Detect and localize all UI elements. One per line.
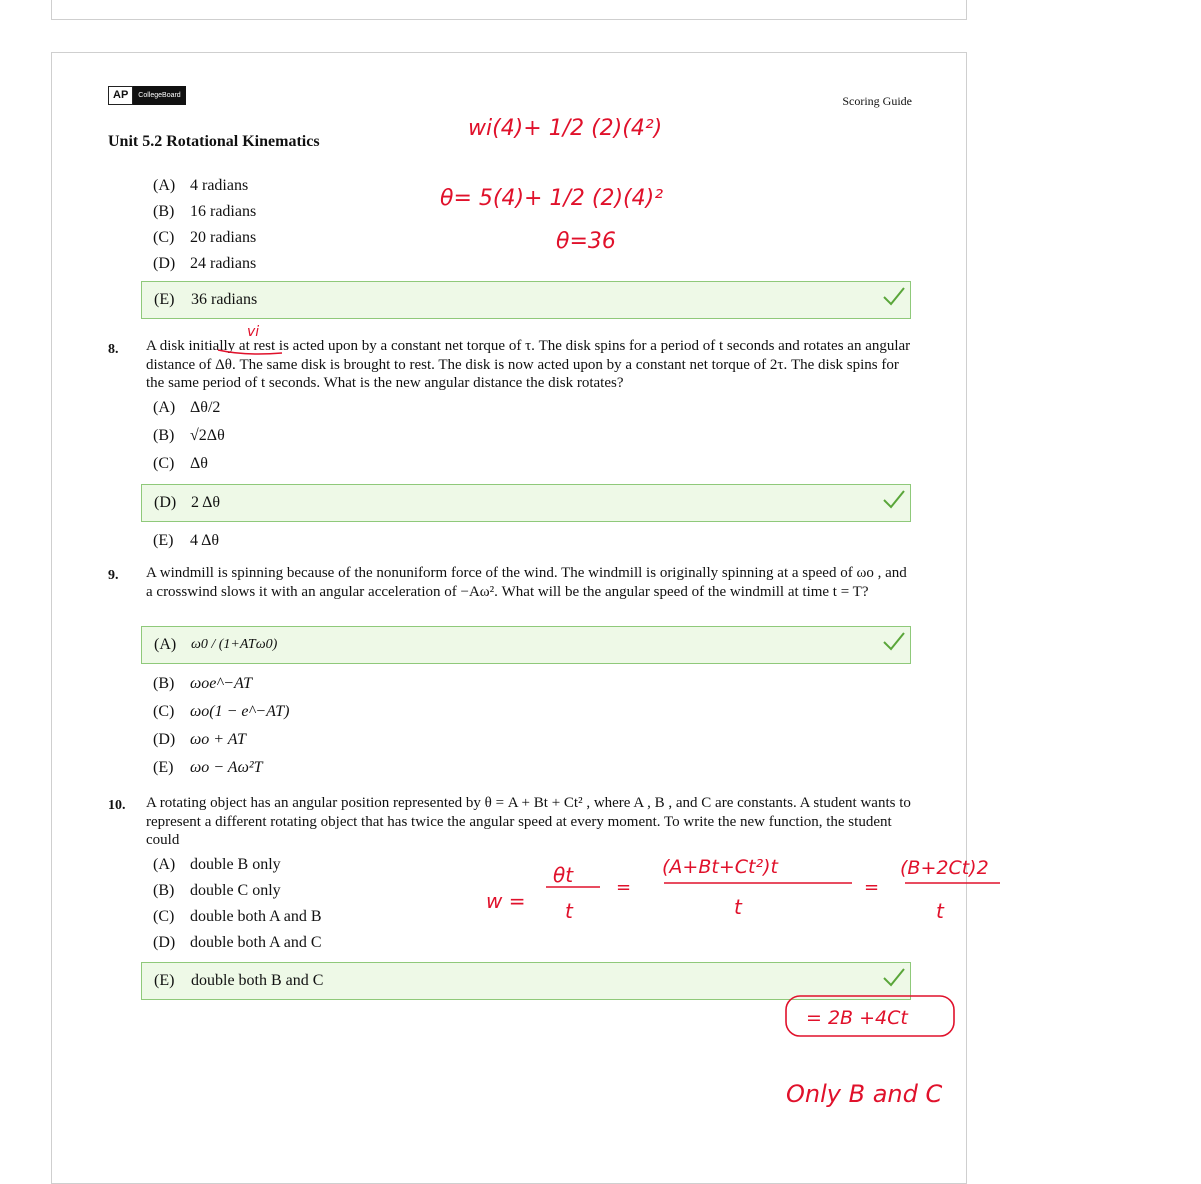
q8-number: 8. xyxy=(108,342,119,357)
q10-options xyxy=(141,852,911,1006)
q8-options xyxy=(141,394,911,554)
q9-text: A windmill is spinning because of the nonuniform force of the wind. The windmill is originally spinning at a speed of ωo , and a crosswind slows it with an angular acceleration of −Aω². What will be the angular speed of the windmill at time t = T? xyxy=(146,565,907,600)
q9-option-b[interactable] xyxy=(141,670,911,698)
option-text: ωo + AT xyxy=(190,731,246,748)
option-letter: (A) xyxy=(154,636,177,653)
option-text: ωo(1 − e^−AT) xyxy=(190,703,290,720)
option-text: 4 radians xyxy=(190,177,249,194)
equals-1: = xyxy=(616,877,632,898)
q8-option-e[interactable] xyxy=(141,528,911,554)
q8-option-c[interactable] xyxy=(141,450,911,478)
option-text: 20 radians xyxy=(190,229,257,246)
option-text: ωoe^−AT xyxy=(190,675,253,692)
q10-option-b[interactable] xyxy=(141,878,911,904)
q8-text: A disk initially at rest is acted upon by a constant net torque of τ. The disk spins for a period of t seconds and rotates an angular distance of Δθ. The same disk is brought to rest. The disk is now acted upon by a constant net torque of 2τ. The disk spins for the same period of t seconds. What is the new angular distance the disk rotates? xyxy=(146,338,911,391)
option-text: 16 radians xyxy=(190,203,257,220)
unit-title: Unit 5.2 Rotational Kinematics xyxy=(108,133,320,150)
option-letter: (B) xyxy=(153,882,175,899)
handwriting-conclusion: Only B and C xyxy=(786,1080,943,1108)
option-letter: (E) xyxy=(154,291,175,308)
handwriting-w: w = xyxy=(486,889,526,913)
handwriting-frac2-den: t xyxy=(734,895,742,919)
scoring-guide-label: Scoring Guide xyxy=(842,94,912,108)
option-text: 36 radians xyxy=(191,291,258,308)
handwriting-line2: θ= 5(4)+ 1/2 (2)(4)² xyxy=(440,186,664,211)
option-letter: (C) xyxy=(153,908,175,925)
equals-2: = xyxy=(864,877,880,898)
handwriting-line1: wi(4)+ 1/2 (2)(4²) xyxy=(468,116,663,141)
option-letter: (D) xyxy=(153,255,176,272)
document-page xyxy=(51,52,967,1184)
q9-option-d[interactable] xyxy=(141,726,911,754)
q10-number: 10. xyxy=(108,798,126,813)
option-letter: (D) xyxy=(153,731,176,748)
option-text: double C only xyxy=(190,882,281,899)
option-text: 4 Δθ xyxy=(190,532,220,549)
option-text: √2Δθ xyxy=(190,427,225,444)
option-text: double B only xyxy=(190,856,281,873)
option-letter: (B) xyxy=(153,427,175,444)
previous-page-edge xyxy=(51,0,967,20)
q10-text: A rotating object has an angular position represented by θ = A + Bt + Ct² , where A , B , and C are constants. A student wants to represent a different rotating object that has twice the angular speed at every moment. To write the new function, the student could xyxy=(146,795,911,848)
option-letter: (E) xyxy=(154,972,175,989)
q8-option-d-correct[interactable] xyxy=(141,484,911,522)
option-text: double both B and C xyxy=(191,972,324,989)
option-text: 24 radians xyxy=(190,255,257,272)
option-text: 2 Δθ xyxy=(191,494,221,511)
option-text: Δθ/2 xyxy=(190,399,221,416)
option-letter: (D) xyxy=(154,494,177,511)
handwriting-frac3-num: (B+2Ct)2 xyxy=(900,857,989,879)
handwriting-frac3-den: t xyxy=(936,899,944,923)
q7-option-d[interactable] xyxy=(141,251,911,277)
q9-option-a-correct[interactable] xyxy=(141,626,911,664)
option-text: ωo − Aω²T xyxy=(190,759,263,776)
option-letter: (C) xyxy=(153,703,175,720)
option-letter: (A) xyxy=(153,399,176,416)
q8-option-b[interactable] xyxy=(141,422,911,450)
option-letter: (B) xyxy=(153,675,175,692)
q7-option-c[interactable] xyxy=(141,225,911,251)
option-letter: (D) xyxy=(153,934,176,951)
option-letter: (C) xyxy=(153,229,175,246)
q9-options xyxy=(141,620,911,782)
q10-option-d[interactable] xyxy=(141,930,911,956)
logo-collegeboard-text: CollegeBoard xyxy=(133,86,185,105)
q9-option-e[interactable] xyxy=(141,754,911,782)
handwriting-vi: vi xyxy=(247,324,260,340)
handwriting-boxed: = 2B +4Ct xyxy=(806,1007,908,1029)
q9-number: 9. xyxy=(108,568,119,583)
q7-option-e-correct[interactable] xyxy=(141,281,911,319)
check-icon xyxy=(882,630,906,652)
option-letter: (B) xyxy=(153,203,175,220)
option-letter: (A) xyxy=(153,856,176,873)
handwriting-frac1-num: θt xyxy=(553,863,574,887)
option-letter: (C) xyxy=(153,455,175,472)
q9-option-c[interactable] xyxy=(141,698,911,726)
option-text: ω0 / (1+ATω0) xyxy=(191,637,278,652)
ap-collegeboard-logo xyxy=(108,86,186,105)
q10-option-a[interactable] xyxy=(141,852,911,878)
option-text: double both A and C xyxy=(190,934,322,951)
option-text: double both A and B xyxy=(190,908,322,925)
q8-option-a[interactable] xyxy=(141,394,911,422)
check-icon xyxy=(882,285,906,307)
option-letter: (E) xyxy=(153,759,174,776)
check-icon xyxy=(882,488,906,510)
handwriting-line3: θ=36 xyxy=(556,229,616,254)
option-text: Δθ xyxy=(190,455,208,472)
logo-ap-text: AP xyxy=(108,86,133,105)
option-letter: (A) xyxy=(153,177,176,194)
q7-option-a[interactable] xyxy=(141,173,911,199)
q7-options xyxy=(141,173,911,325)
check-icon xyxy=(882,966,906,988)
q10-option-e-correct[interactable] xyxy=(141,962,911,1000)
handwriting-frac1-den: t xyxy=(565,899,573,923)
q10-option-c[interactable] xyxy=(141,904,911,930)
q7-option-b[interactable] xyxy=(141,199,911,225)
option-letter: (E) xyxy=(153,532,174,549)
handwriting-frac2-num: (A+Bt+Ct²)t xyxy=(662,856,778,878)
